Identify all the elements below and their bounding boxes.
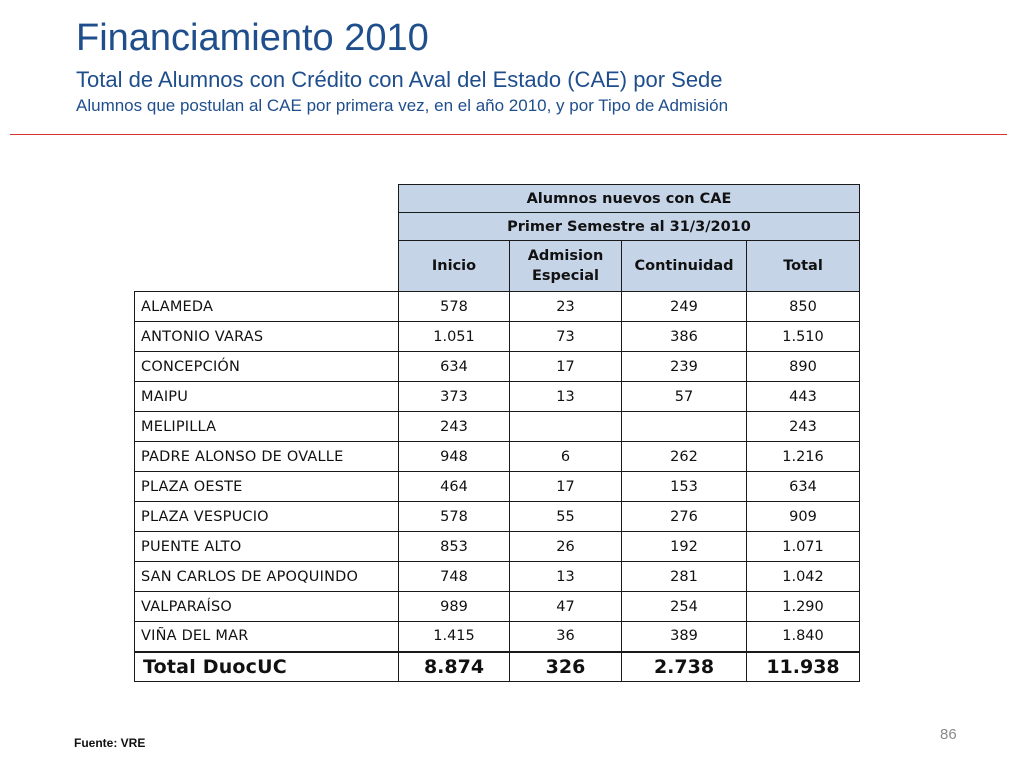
cell-admision: 17: [510, 352, 622, 382]
cell-total: 634: [747, 472, 860, 502]
cell-continuidad: 389: [622, 622, 747, 652]
cell-sede: VALPARAÍSO: [135, 592, 399, 622]
table-row: [135, 502, 860, 532]
cell-sede: PLAZA VESPUCIO: [135, 502, 399, 532]
cell-inicio: 948: [399, 442, 510, 472]
cell-continuidad: 386: [622, 322, 747, 352]
table-row: [135, 442, 860, 472]
cell-inicio: 853: [399, 532, 510, 562]
total-admision: 326: [510, 652, 622, 682]
slide-subtitle: Total de Alumnos con Crédito con Aval del Estado (CAE) por Sede: [76, 67, 723, 92]
cell-inicio: 243: [399, 412, 510, 442]
slide-subtitle-secondary: Alumnos que postulan al CAE por primera vez, en el año 2010, y por Tipo de Admisión: [76, 96, 729, 115]
cell-total: 1.042: [747, 562, 860, 592]
page-number: 86: [940, 726, 957, 743]
header-spacer: [135, 185, 399, 213]
cell-inicio: 373: [399, 382, 510, 412]
cell-continuidad: 281: [622, 562, 747, 592]
cell-sede: ANTONIO VARAS: [135, 322, 399, 352]
cell-inicio: 989: [399, 592, 510, 622]
cell-total: 443: [747, 382, 860, 412]
total-inicio: 8.874: [399, 652, 510, 682]
cell-admision: [510, 412, 622, 442]
cell-continuidad: 249: [622, 292, 747, 322]
cell-total: 1.071: [747, 532, 860, 562]
cell-total: 1.840: [747, 622, 860, 652]
column-header-inicio: Inicio: [399, 241, 510, 292]
cell-inicio: 1.051: [399, 322, 510, 352]
table-header-row: [135, 213, 860, 241]
cell-inicio: 578: [399, 502, 510, 532]
cell-total: 850: [747, 292, 860, 322]
table-body: [135, 292, 860, 652]
header-spacer: [135, 213, 399, 241]
total-continuidad: 2.738: [622, 652, 747, 682]
cell-admision: 13: [510, 562, 622, 592]
cell-sede: PADRE ALONSO DE OVALLE: [135, 442, 399, 472]
cell-sede: ALAMEDA: [135, 292, 399, 322]
table-row: [135, 592, 860, 622]
header-group: Alumnos nuevos con CAE: [399, 185, 860, 213]
header-spacer: [135, 241, 399, 292]
cell-admision: 47: [510, 592, 622, 622]
cell-continuidad: 192: [622, 532, 747, 562]
cell-inicio: 634: [399, 352, 510, 382]
cell-sede: VIÑA DEL MAR: [135, 622, 399, 652]
cell-inicio: 464: [399, 472, 510, 502]
cell-admision: 13: [510, 382, 622, 412]
cell-sede: PUENTE ALTO: [135, 532, 399, 562]
cell-total: 890: [747, 352, 860, 382]
total-label: Total DuocUC: [135, 652, 399, 682]
column-header-total: Total: [747, 241, 860, 292]
cell-admision: 17: [510, 472, 622, 502]
table-total-row: [135, 652, 860, 682]
column-header-admision: Admision Especial: [510, 241, 622, 292]
cell-total: 1.290: [747, 592, 860, 622]
cell-continuidad: 57: [622, 382, 747, 412]
cell-total: 243: [747, 412, 860, 442]
cell-continuidad: [622, 412, 747, 442]
cell-sede: CONCEPCIÓN: [135, 352, 399, 382]
cell-total: 909: [747, 502, 860, 532]
table-row: [135, 562, 860, 592]
table-row: [135, 412, 860, 442]
table-row: [135, 292, 860, 322]
header-period: Primer Semestre al 31/3/2010: [399, 213, 860, 241]
slide-title: Financiamiento 2010: [76, 17, 429, 59]
cell-continuidad: 254: [622, 592, 747, 622]
cell-admision: 55: [510, 502, 622, 532]
cell-sede: PLAZA OESTE: [135, 472, 399, 502]
cell-admision: 26: [510, 532, 622, 562]
column-header-continuidad: Continuidad: [622, 241, 747, 292]
cell-admision: 6: [510, 442, 622, 472]
table-row: [135, 532, 860, 562]
cell-total: 1.216: [747, 442, 860, 472]
cell-sede: MAIPU: [135, 382, 399, 412]
source-note: Fuente: VRE: [74, 736, 146, 750]
cell-inicio: 578: [399, 292, 510, 322]
cell-admision: 36: [510, 622, 622, 652]
table-row: [135, 322, 860, 352]
cell-continuidad: 239: [622, 352, 747, 382]
table-row: [135, 382, 860, 412]
table-row: [135, 472, 860, 502]
cell-continuidad: 262: [622, 442, 747, 472]
cell-total: 1.510: [747, 322, 860, 352]
cell-sede: MELIPILLA: [135, 412, 399, 442]
cell-continuidad: 276: [622, 502, 747, 532]
title-divider: [10, 134, 1007, 135]
cell-inicio: 748: [399, 562, 510, 592]
table-row: [135, 352, 860, 382]
cell-admision: 73: [510, 322, 622, 352]
cae-students-table: [134, 184, 860, 682]
table-header-row: [135, 241, 860, 292]
total-total: 11.938: [747, 652, 860, 682]
cell-admision: 23: [510, 292, 622, 322]
table-row: [135, 622, 860, 652]
table-header-row: [135, 185, 860, 213]
cell-sede: SAN CARLOS DE APOQUINDO: [135, 562, 399, 592]
cell-inicio: 1.415: [399, 622, 510, 652]
cell-continuidad: 153: [622, 472, 747, 502]
